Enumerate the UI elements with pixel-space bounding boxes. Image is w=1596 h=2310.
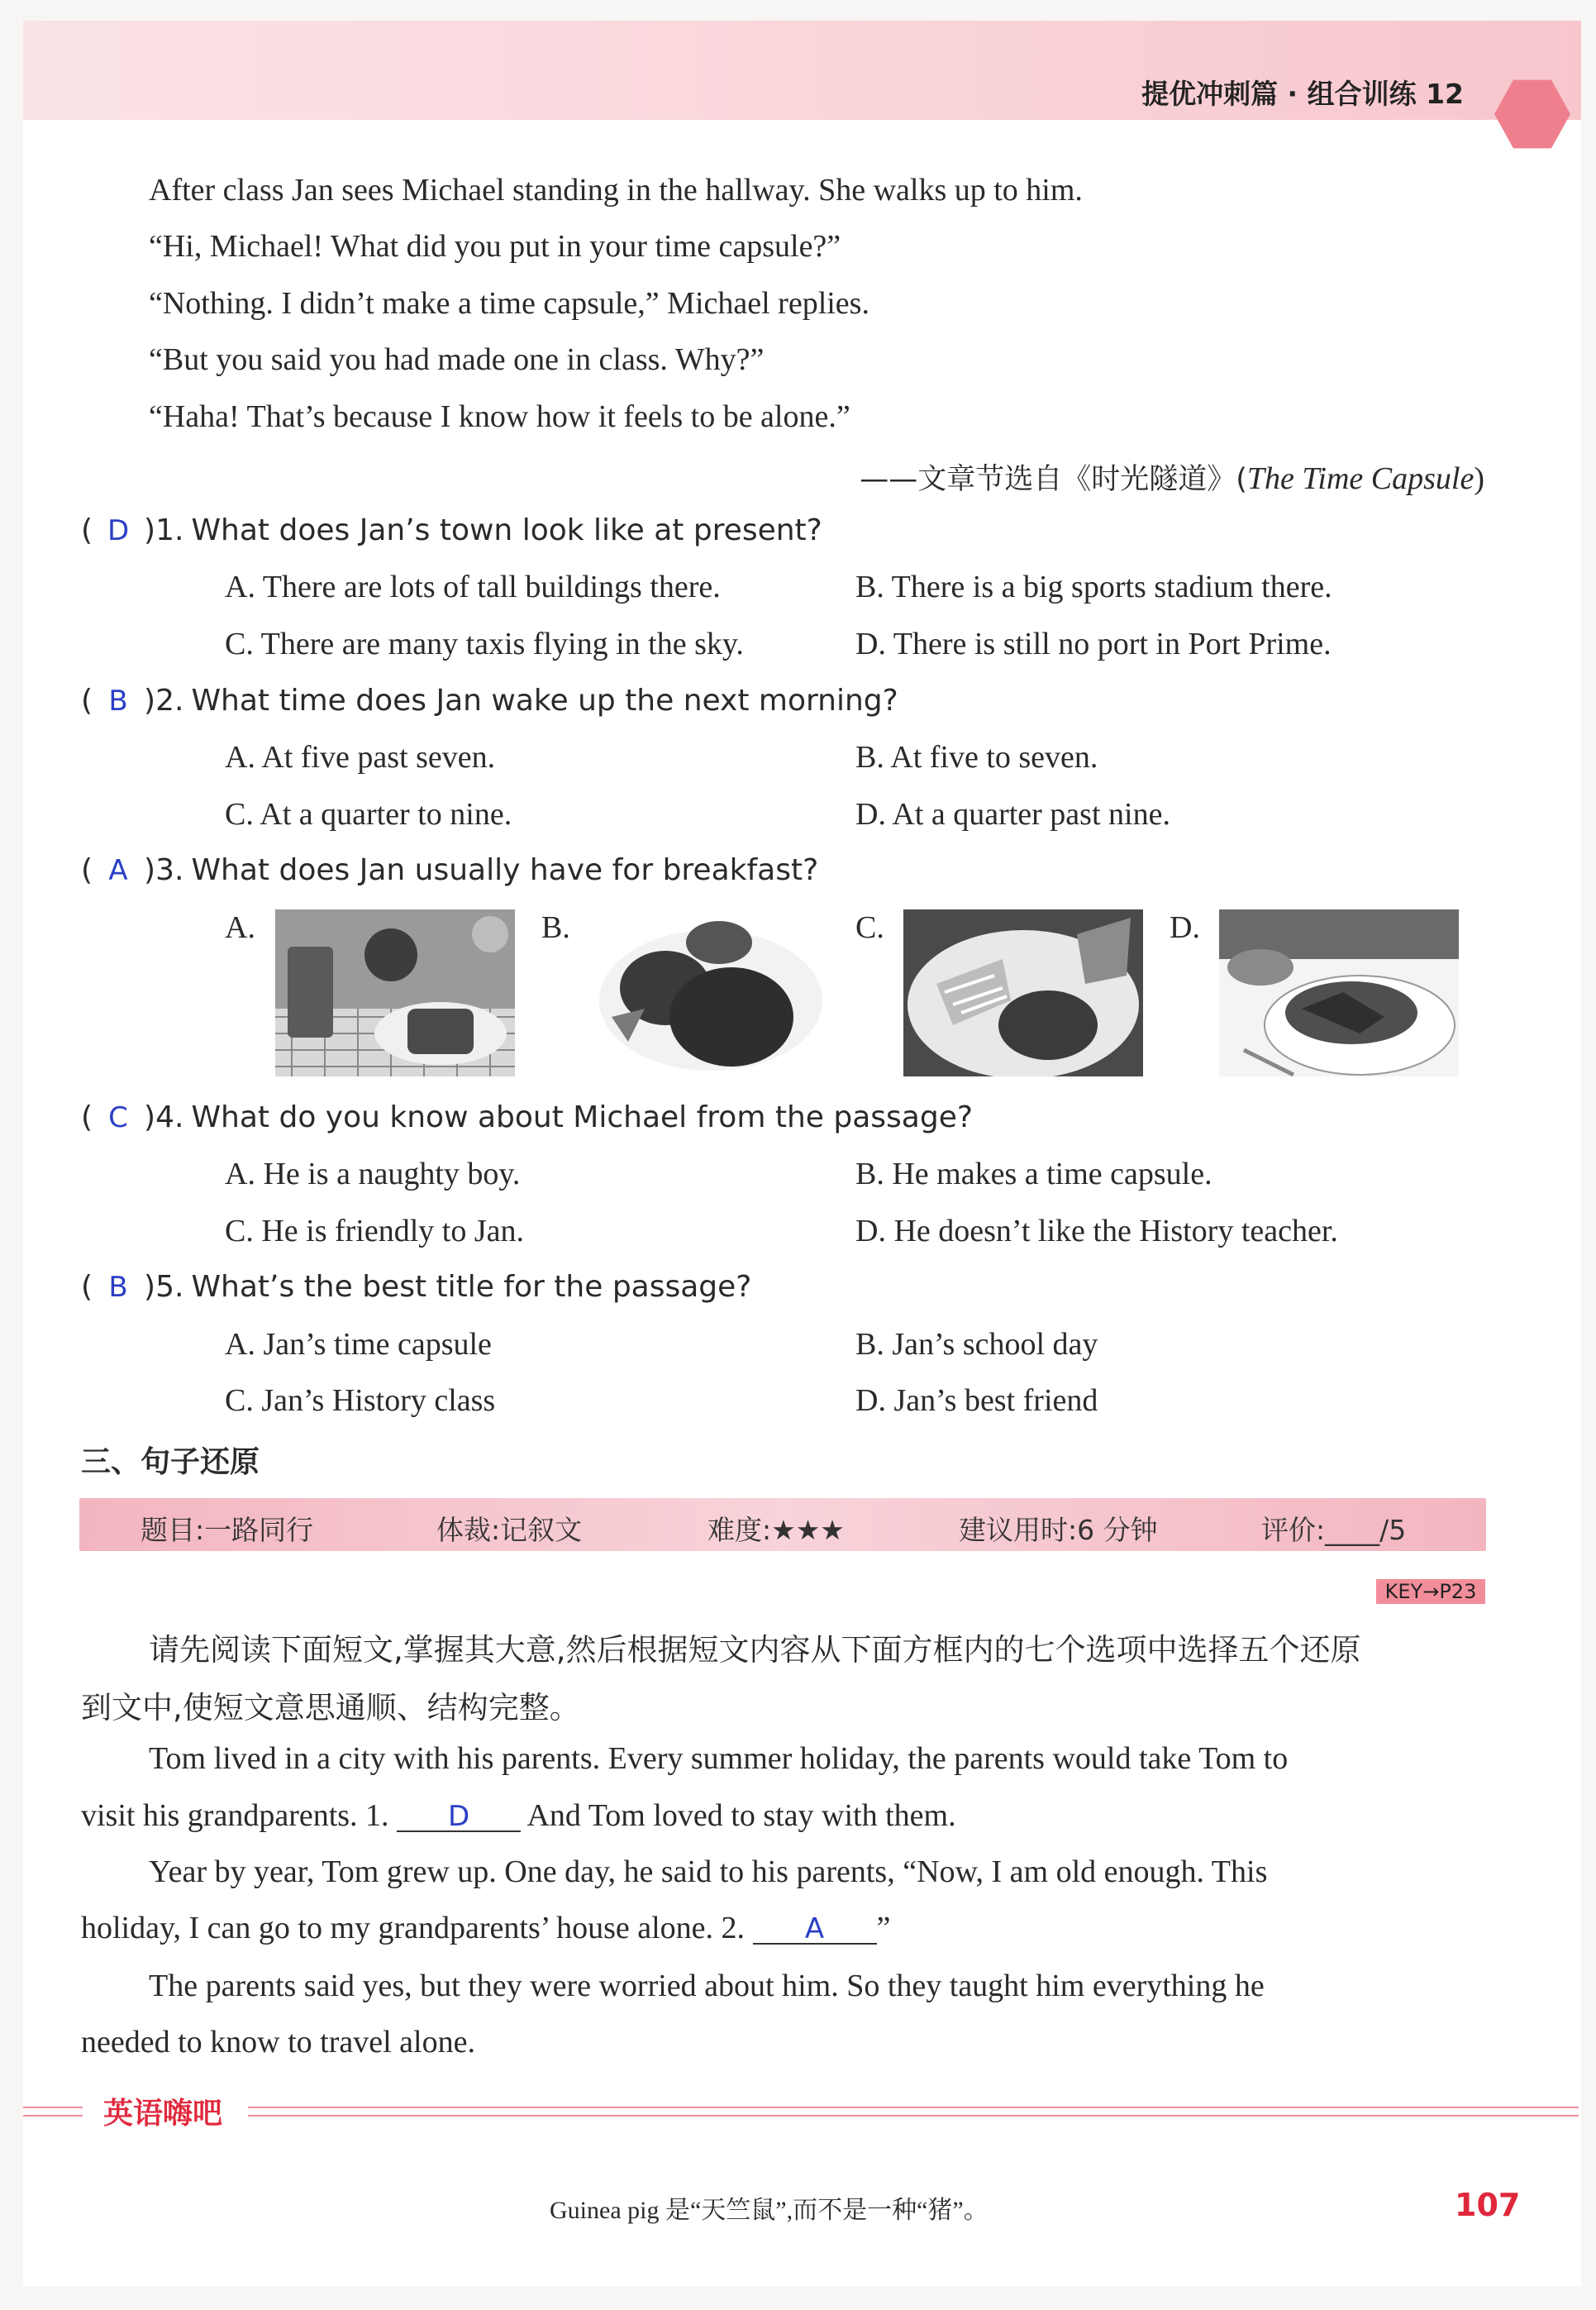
footer-rule	[23, 2107, 83, 2108]
breakfast-photo-d	[1219, 909, 1459, 1076]
image-option-label: B.	[541, 910, 570, 945]
option: A. Jan’s time capsule	[225, 1327, 492, 1362]
answer-4: C	[108, 1101, 128, 1134]
image-option-label: C.	[855, 910, 884, 945]
option: A. At five past seven.	[225, 740, 496, 775]
option: C. He is friendly to Jan.	[225, 1214, 525, 1248]
story-line: visit his grandparents. 1. D And Tom loved to stay with them.	[81, 1798, 956, 1833]
passage-line: “Nothing. I didn’t make a time capsule,” Michael replies.	[149, 286, 869, 321]
blank-1: D	[397, 1802, 521, 1832]
question-4: ( C )4. What do you know about Michael from the passage?	[81, 1100, 973, 1134]
passage-line: After class Jan sees Michael standing in the hallway. She walks up to him.	[149, 173, 1083, 208]
question-2: ( B )2. What time does Jan wake up the next morning?	[81, 684, 898, 718]
option: B. At five to seven.	[855, 740, 1098, 775]
passage-line: “Haha! That’s because I know how it feels to be alone.”	[149, 399, 850, 434]
section-title: 三、句子还原	[81, 1445, 260, 1479]
option: D. There is still no port in Port Prime.	[855, 627, 1332, 661]
key-tag: KEY→P23	[1376, 1579, 1485, 1604]
image-option-label: A.	[225, 910, 255, 945]
info-rating: 评价:____/5	[1261, 1514, 1407, 1546]
page-number: 107	[1455, 2187, 1521, 2223]
story-line: needed to know to travel alone.	[81, 2025, 475, 2059]
option: D. At a quarter past nine.	[855, 797, 1170, 832]
story-line: Tom lived in a city with his parents. Every summer holiday, the parents would take Tom to	[149, 1741, 1289, 1776]
option: D. Jan’s best friend	[855, 1383, 1098, 1418]
answer-1: D	[107, 514, 130, 547]
option: B. Jan’s school day	[855, 1327, 1098, 1362]
option: B. He makes a time capsule.	[855, 1157, 1212, 1191]
answer-2: B	[108, 685, 128, 718]
instruction-line: 到文中,使短文意思通顺、结构完整。	[81, 1690, 580, 1725]
breakfast-photo-c	[903, 909, 1143, 1076]
info-genre: 体裁:记叙文	[436, 1514, 583, 1546]
info-topic: 题目:一路同行	[141, 1514, 314, 1546]
passage-line: “But you said you had made one in class. Why?”	[149, 342, 765, 377]
option: C. There are many taxis flying in the sky.	[225, 627, 744, 661]
answer-5: B	[108, 1271, 128, 1304]
story-line: Year by year, Tom grew up. One day, he said to his parents, “Now, I am old enough. This	[149, 1854, 1268, 1889]
header-title: 提优冲刺篇 · 组合训练 12	[1141, 78, 1464, 110]
option: C. At a quarter to nine.	[225, 797, 512, 832]
footer-label: 英语嗨吧	[103, 2097, 223, 2131]
blank-2: A	[753, 1915, 877, 1945]
answer-3: A	[108, 854, 128, 887]
option: B. There is a big sports stadium there.	[855, 570, 1332, 604]
question-3: ( A )3. What does Jan usually have for breakfast?	[81, 853, 819, 887]
breakfast-photo-a	[275, 909, 515, 1076]
option: C. Jan’s History class	[225, 1383, 496, 1418]
option: A. He is a naughty boy.	[225, 1157, 521, 1191]
option: D. He doesn’t like the History teacher.	[855, 1214, 1338, 1248]
breakfast-photo-b	[587, 909, 827, 1076]
question-1: ( D )1. What does Jan’s town look like at present?	[81, 513, 822, 547]
instruction-line: 请先阅读下面短文,掌握其大意,然后根据短文内容从下面方框内的七个选项中选择五个还原	[149, 1632, 1361, 1668]
question-5: ( B )5. What’s the best title for the passage?	[81, 1270, 752, 1304]
footer-rule	[23, 2115, 83, 2117]
footer-note: Guinea pig 是“天竺鼠”,而不是一种“猪”。	[550, 2197, 989, 2224]
footer-rule	[248, 2115, 1579, 2117]
footer-rule	[248, 2107, 1579, 2108]
passage-line: “Hi, Michael! What did you put in your time capsule?”	[149, 229, 841, 264]
image-option-label: D.	[1170, 910, 1200, 945]
story-line: The parents said yes, but they were worried about him. So they taught him everything he	[149, 1969, 1265, 2003]
info-difficulty: 难度:★★★	[707, 1514, 845, 1546]
info-bar	[79, 1498, 1486, 1551]
passage-source: ——文章节选自《时光隧道》(The Time Capsule)	[860, 461, 1484, 496]
story-line: holiday, I can go to my grandparents’ house alone. 2. A ”	[81, 1911, 891, 1945]
option: A. There are lots of tall buildings there.	[225, 570, 721, 604]
info-time: 建议用时:6 分钟	[959, 1514, 1158, 1546]
